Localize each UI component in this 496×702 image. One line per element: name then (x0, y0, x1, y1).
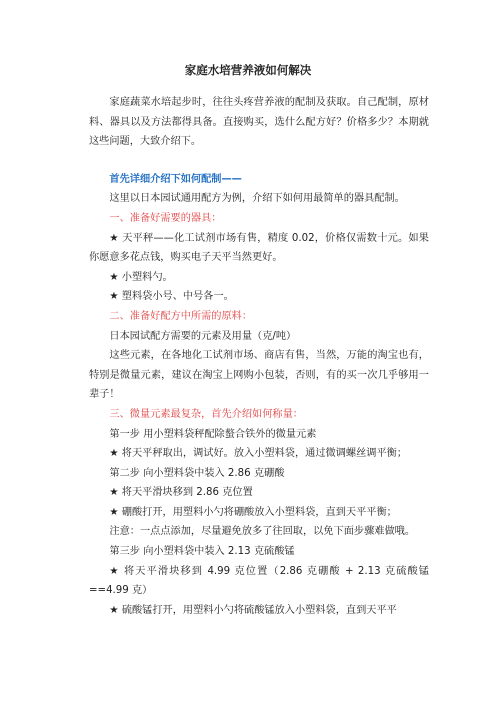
section-intro: 这里以日本园试通用配方为例，介绍下如何用最简单的器具配制。 (109, 193, 405, 205)
tool-item: ★ 小塑料勺。 (109, 271, 173, 283)
tool-item: ★ 塑料袋小号、中号各一。 (109, 291, 234, 303)
materials-paragraph: 这些元素，在各地化工试剂市场、商店有售，当然，万能的淘宝也有，特别是微量元素，建议在淘宝上网购小包装，否则，有的买一次几乎够用一辈子！ (89, 350, 429, 401)
materials-line: 日本园试配方需要的元素及用量（克/吨） (109, 330, 297, 342)
section-heading: 首先详细介绍下如何配制—— (109, 173, 242, 185)
step-line: ★ 硼酸打开，用塑料小勺将硼酸放入小塑料袋，直到天平平衡； (109, 506, 397, 518)
subheading-materials: 二、准备好配方中所需的原料： (109, 310, 253, 322)
subheading-weighing: 三、微量元素最复杂，首先介绍如何称量： (109, 408, 303, 420)
step-line: ★ 将天平秤取出，调试好。放入小塑料袋，通过微调螺丝调平衡； (109, 448, 408, 460)
step-line: 第三步 向小塑料袋中装入 2.13 克硫酸锰 (109, 546, 295, 558)
tool-item: ★ 天平秤——化工试剂市场有售，精度 0.02，价格仅需数十元。如果你愿意多花点钱，购买电子天平当然更好。 (89, 232, 429, 264)
article-body (89, 93, 429, 620)
subheading-tools: 一、准备好需要的器具： (109, 212, 222, 224)
step-note: 注意：一点点添加，尽量避免放多了往回取，以免下面步骤难做哦。 (109, 526, 416, 538)
paragraph-gap (89, 152, 429, 170)
step-line: 第二步 向小塑料袋中装入 2.86 克硼酸 (109, 467, 285, 479)
page-title: 家庭水培营养液如何解决 (184, 63, 312, 77)
step-line: ★ 硫酸锰打开，用塑料小勺将硫酸锰放入小塑料袋，直到天平平 (109, 604, 397, 616)
intro-paragraph: 家庭蔬菜水培起步时，往往头疼营养液的配制及获取。自己配制，原材料、器具以及方法都得具备。直接购买，选什么配方好？价格多少？本期就这些问题，大致介绍下。 (89, 97, 429, 148)
step-line: ★ 将天平滑块移到 4.99 克位置（2.86 克硼酸 + 2.13 克硫酸锰==4.99 克） (89, 565, 429, 597)
step-line: 第一步 用小塑料袋秤配除螯合铁外的微量元素 (109, 428, 317, 440)
step-line: ★ 将天平滑块移到 2.86 克位置 (109, 487, 253, 499)
